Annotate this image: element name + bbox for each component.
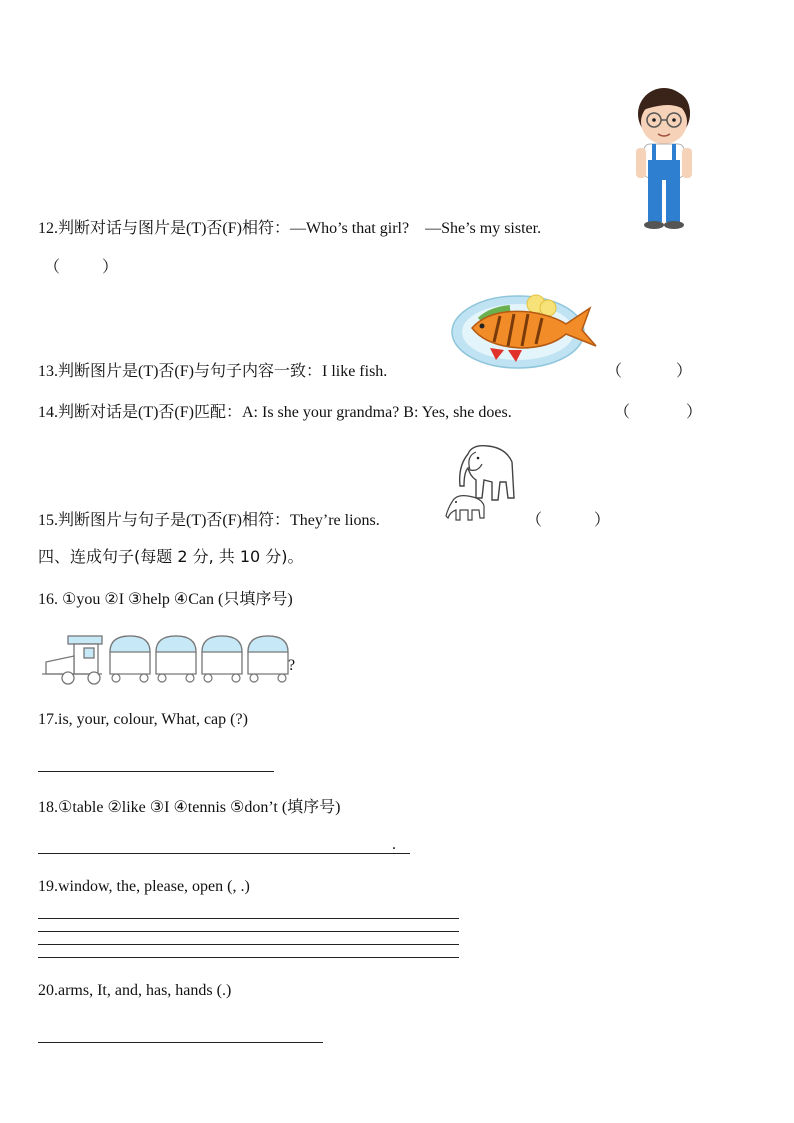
question-16-mark: ?	[288, 657, 296, 674]
answer-blank-13-left[interactable]: （	[606, 363, 623, 380]
answer-blank-14-right: ）	[686, 404, 703, 421]
answer-line-19-3[interactable]	[38, 944, 459, 945]
answer-blank-13-right: ）	[676, 363, 693, 380]
answer-blank-15-left[interactable]: （	[526, 512, 543, 529]
answer-blank-12-right: ）	[102, 259, 119, 276]
answer-line-19-2[interactable]	[38, 931, 459, 932]
question-19: 19.window, the, please, open (, .)	[38, 878, 250, 895]
answer-blank-12-left[interactable]: （	[44, 259, 61, 276]
question-17: 17.is, your, colour, What, cap (?)	[38, 711, 248, 728]
answer-line-20[interactable]	[38, 1042, 323, 1043]
elephants-illustration	[442, 442, 522, 524]
section-title-4: 四、连成句子(每题 2 分, 共 10 分)。	[38, 547, 304, 566]
fish-plate-illustration	[450, 290, 600, 372]
question-15: 15.判断图片与句子是(T)否(F)相符：They’re lions.	[38, 512, 380, 529]
answer-blank-15-right: ）	[594, 512, 611, 529]
question-16: 16. ①you ②I ③help ④Can (只填序号)	[38, 591, 293, 608]
answer-line-19-4[interactable]	[38, 957, 459, 958]
question-13: 13.判断图片是(T)否(F)与句子内容一致：I like fish.	[38, 363, 388, 380]
question-12: 12.判断对话与图片是(T)否(F)相符：—Who’s that girl? —She’s my sister.	[38, 220, 542, 237]
answer-line-18[interactable]	[38, 853, 410, 854]
question-20: 20.arms, It, and, has, hands (.)	[38, 982, 232, 999]
answer-blank-14-left[interactable]: （	[614, 404, 631, 421]
answer-line-19-1[interactable]	[38, 918, 459, 919]
question-18: 18.①table ②like ③I ④tennis ⑤don’t (填序号)	[38, 799, 341, 816]
answer-line-18-period: .	[392, 836, 396, 853]
answer-line-17[interactable]	[38, 771, 274, 772]
boy-illustration	[628, 82, 700, 232]
question-14: 14.判断对话是(T)否(F)匹配：A: Is she your grandma? B: Yes, she does.	[38, 404, 512, 421]
train-illustration[interactable]	[40, 632, 290, 688]
